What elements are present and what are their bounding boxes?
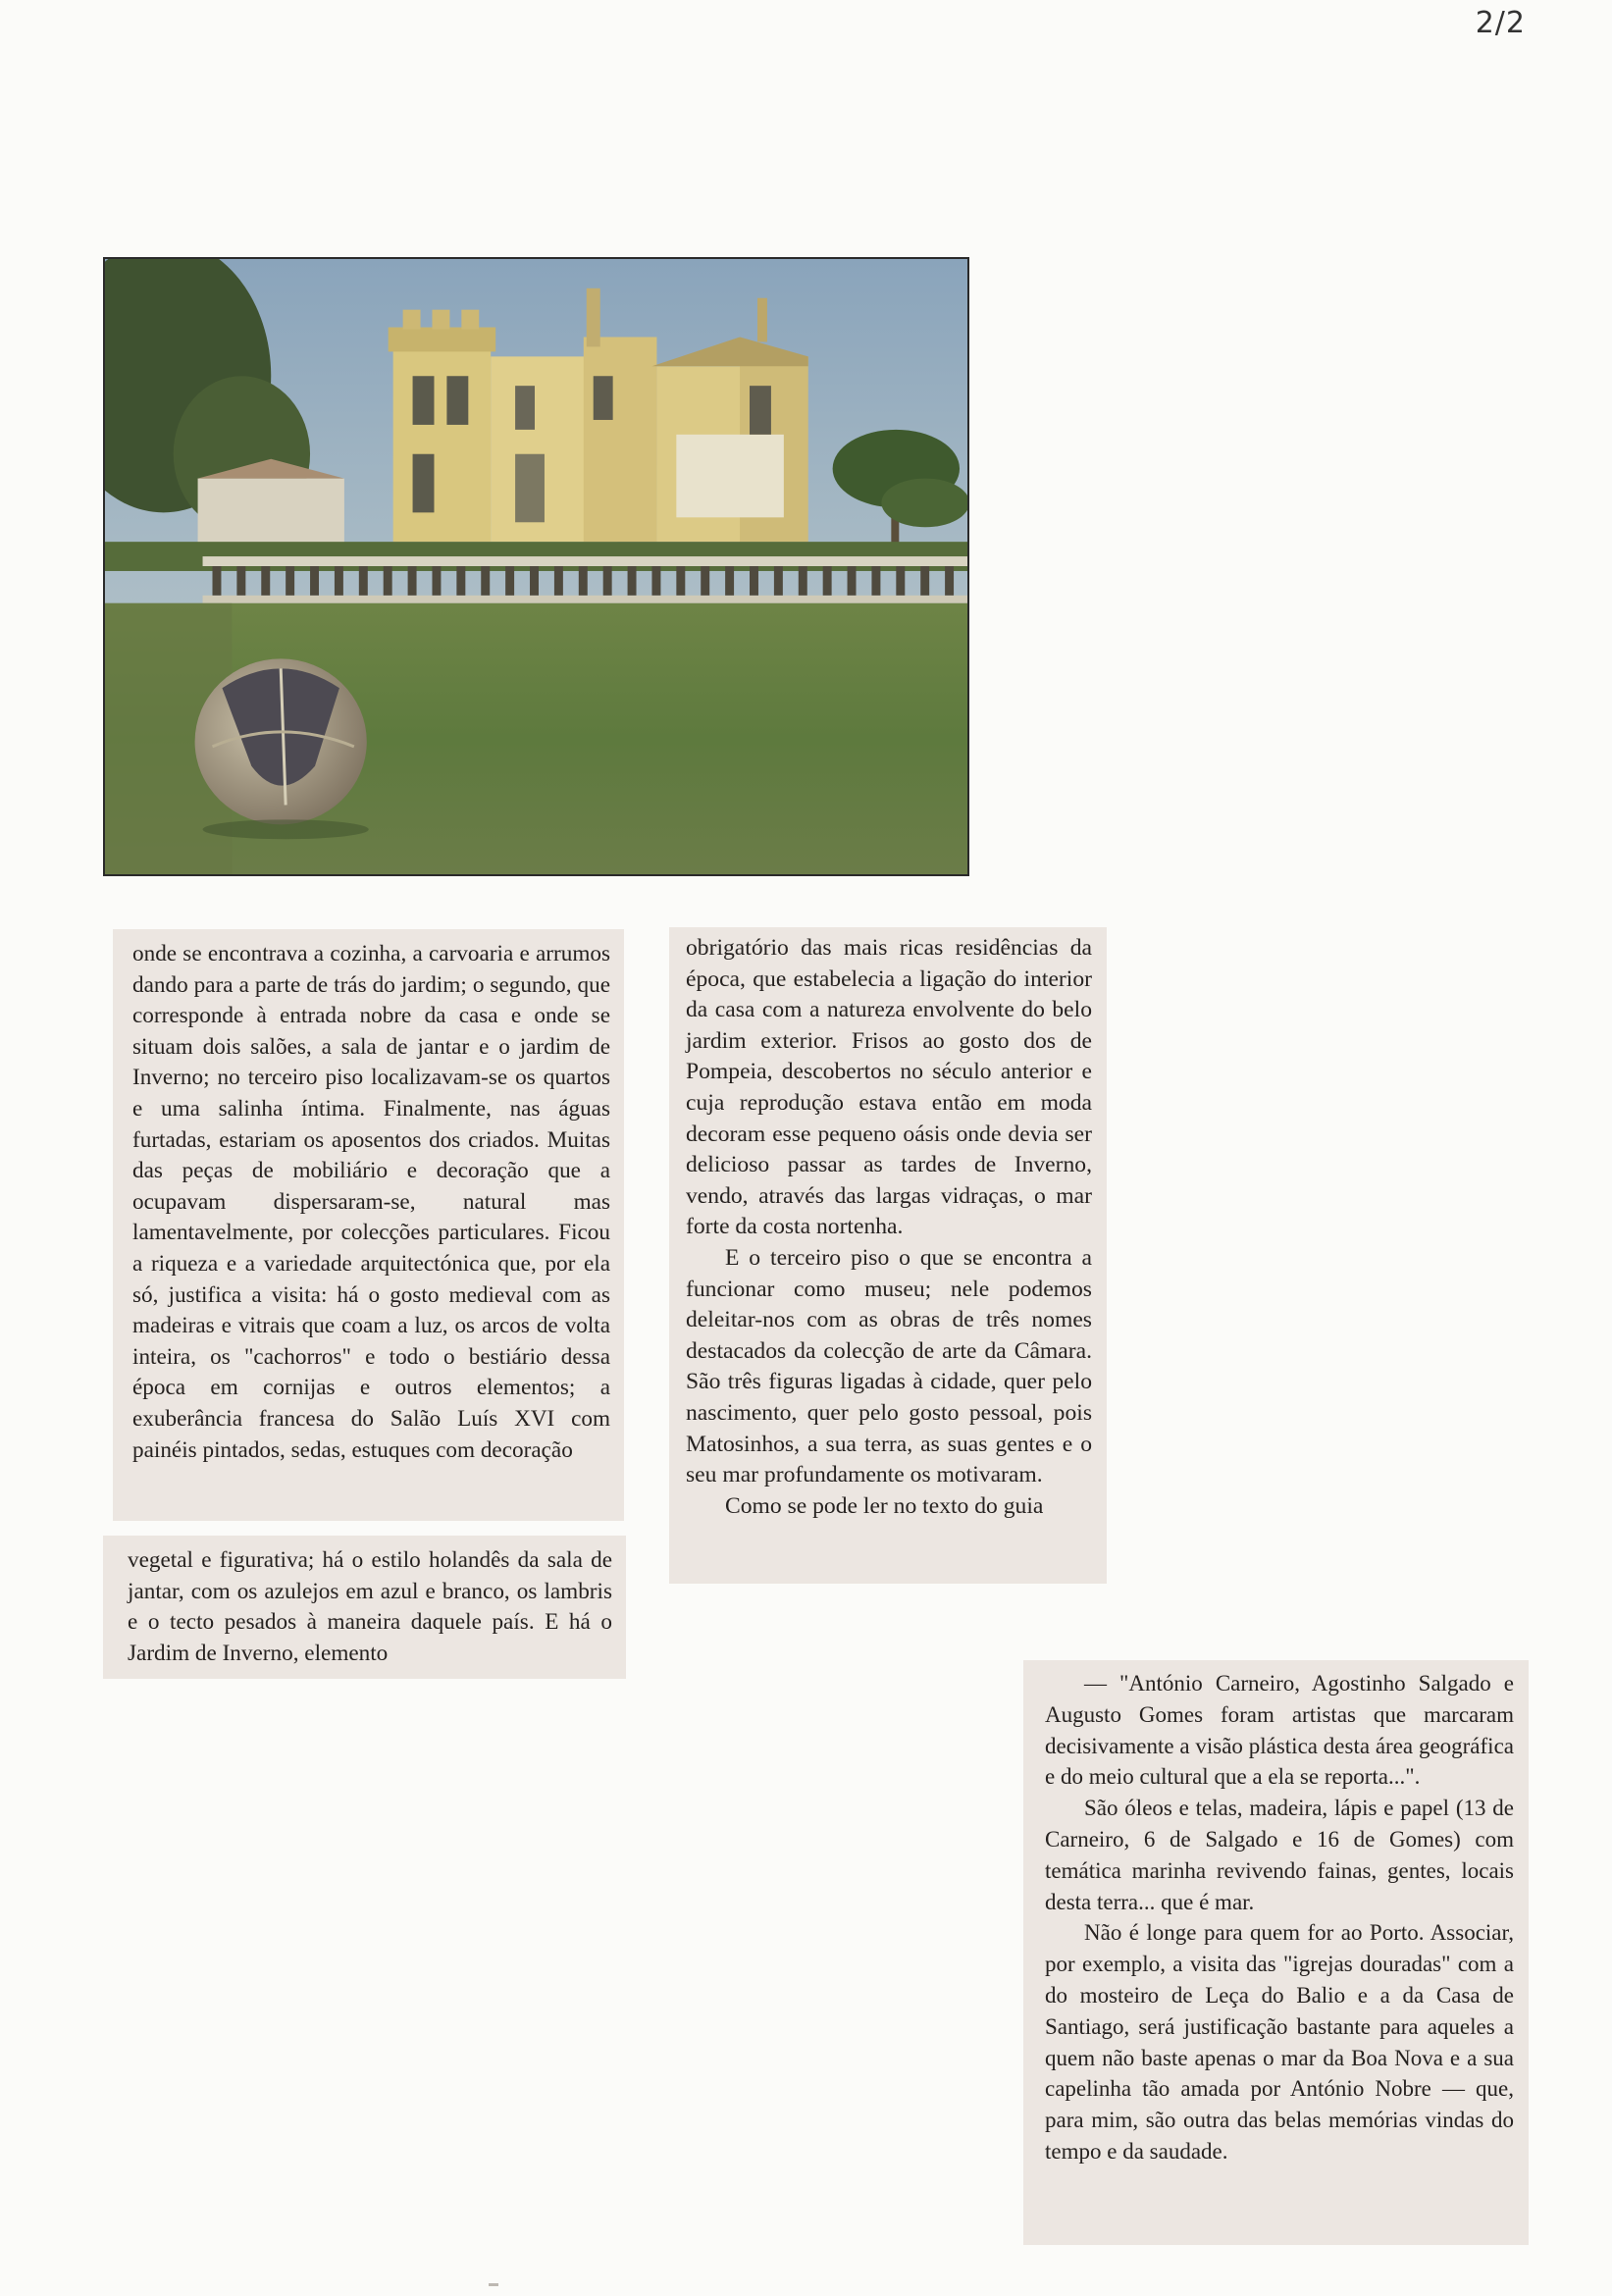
article-column-2 — [669, 927, 1107, 1584]
mansion-photo — [103, 257, 969, 876]
article-paragraph: vegetal e figurativa; há o estilo holandês da sala de jantar, com os azulejos em azul e branco, os lambris e o tecto pesados à maneira daquele país. E há o Jardim de Inverno, elemento — [128, 1547, 612, 1666]
article-paragraph: E o terceiro piso o que se encontra a funcionar como museu; nele podemos deleitar-nos com as obras de três nomes destacados da colecção de arte da Câmara. São três figuras ligadas à cidade, quer pelo nascimento, quer pelo gosto pessoal, pois Matosinhos, a sua terra, as suas gentes e o seu mar profundamente os motivaram. — [686, 1244, 1092, 1488]
article-paragraph: Como se pode ler no texto do guia — [725, 1492, 1044, 1519]
page-number: 2/2 — [1475, 6, 1526, 40]
article-paragraph: São óleos e telas, madeira, lápis e papel (13 de Carneiro, 6 de Salgado e 16 de Gomes) com temática marinha revivendo fainas, gentes, locais desta terra... que é mar. — [1045, 1796, 1514, 1914]
scan-mark — [489, 2283, 498, 2286]
mansion-photo-drawing — [105, 259, 967, 874]
article-column-1-continued — [103, 1536, 626, 1679]
article-paragraph: obrigatório das mais ricas residências da época, que estabelecia a ligação do interior da casa com a natureza envolvente do belo jardim exterior. Frisos ao gosto dos de Pompeia, descobertos no século anterior e cuja reprodução estava então em moda decoram esse pequeno oásis onde devia ser delicioso passar as tardes de Inverno, vendo, através das largas vidraças, o mar forte da costa nortenha. — [686, 935, 1092, 1240]
article-column-3 — [1023, 1660, 1529, 2245]
article-paragraph: Não é longe para quem for ao Porto. Associar, por exemplo, a visita das "igrejas douradas" com a do mosteiro de Leça do Balio e a da Casa de Santiago, será justificação bastante para aqueles a quem não baste apenas o mar da Boa Nova e a sua capelinha tão amada por António Nobre — que, para mim, são outra das belas memórias vindas do tempo e da saudade. — [1045, 1920, 1514, 2164]
article-quote: — "António Carneiro, Agostinho Salgado e Augusto Gomes foram artistas que marcaram decisivamente a visão plástica desta área geográfica e do meio cultural que a ela se reporta...". — [1045, 1671, 1514, 1790]
article-column-1 — [113, 929, 624, 1521]
article-paragraph: onde se encontrava a cozinha, a carvoaria e arrumos dando para a parte de trás do jardim; o segundo, que corresponde à entrada nobre da casa e onde se situam dois salões, a sala de jantar e o jardim de Inverno; no terceiro piso localizavam-se os quartos e uma salinha íntima. Finalmente, nas águas furtadas, estariam os aposentos dos criados. Muitas das peças de mobiliário e decoração que a ocupavam dispersaram-se, natural mas lamentavelmente, por colecções particulares. Ficou a riqueza e a variedade arquitectónica que, por ela só, justifica a visita: há o gosto medieval com as madeiras e vitrais que coam a luz, os arcos de volta inteira, os "cachorros" e todo o bestiário dessa época em cornijas e outros elementos; a exuberância francesa do Salão Luís XVI com painéis pintados, sedas, estuques com decoração — [132, 941, 610, 1463]
